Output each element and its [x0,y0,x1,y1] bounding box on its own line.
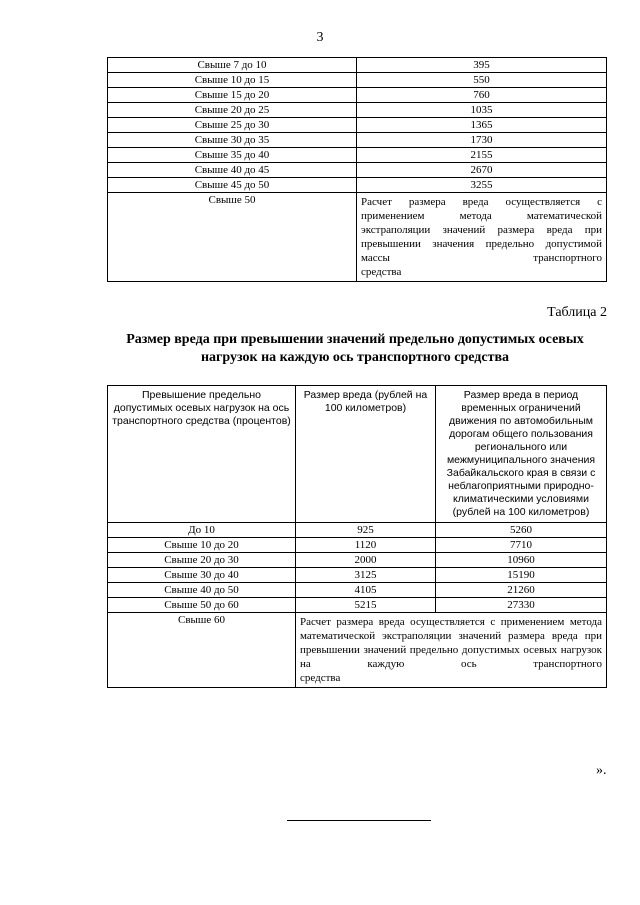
range-cell: Свыше 50 до 60 [108,598,296,613]
table-title: Размер вреда при превышении значений предельно допустимых осевых нагрузок на каждую ось транспортного средства [126,332,584,365]
page-number: 3 [316,30,324,45]
harm-cell: 4105 [296,583,436,598]
harm-cell: 3125 [296,568,436,583]
table-mass-harm [107,57,607,282]
table-caption: Таблица 2 [547,305,607,320]
range-cell: Свыше 30 до 35 [108,133,357,148]
value-cell: 1035 [357,103,607,118]
table-row [108,58,607,73]
table-row [108,148,607,163]
footer-line [287,820,431,821]
value-cell: 550 [357,73,607,88]
range-cell: Свыше 10 до 20 [108,538,296,553]
closing-quote: ». [596,763,607,778]
range-cell: Свыше 15 до 20 [108,88,357,103]
range-cell: Свыше 40 до 50 [108,583,296,598]
table-row-last [108,613,607,688]
value-cell: 1730 [357,133,607,148]
harm-restricted-cell: 7710 [436,538,607,553]
table-row [108,553,607,568]
harm-restricted-cell: 5260 [436,523,607,538]
table-row [108,568,607,583]
harm-cell: 5215 [296,598,436,613]
table-row [108,523,607,538]
harm-cell: 2000 [296,553,436,568]
table-row [108,178,607,193]
range-cell: Свыше 20 до 25 [108,103,357,118]
value-cell: 3255 [357,178,607,193]
harm-restricted-cell: 27330 [436,598,607,613]
value-cell: 760 [357,88,607,103]
extrapolation-note: Расчет размера вреда осуществляется с применением метода математической экстраполяции значений размера вреда при превышении значений предельно допустимых осевых нагрузок на каждую ось транспортного средства [296,613,607,688]
header-harm: Размер вреда (рублей на 100 километров) [296,386,436,523]
table-row [108,583,607,598]
table-row [108,538,607,553]
table-row [108,73,607,88]
header-axle-load: Превышение предельно допустимых осевых нагрузок на ось транспортного средства (процентов) [108,386,296,523]
table-row [108,163,607,178]
table-axle-harm [107,385,607,688]
range-cell: Свыше 40 до 45 [108,163,357,178]
table-row-last [108,193,607,282]
harm-restricted-cell: 21260 [436,583,607,598]
range-cell: Свыше 10 до 15 [108,73,357,88]
table-row [108,88,607,103]
harm-cell: 1120 [296,538,436,553]
harm-cell: 925 [296,523,436,538]
table-row [108,118,607,133]
table-row [108,598,607,613]
range-cell: Свыше 45 до 50 [108,178,357,193]
value-cell: 2155 [357,148,607,163]
range-cell: Свыше 50 [108,193,357,282]
table-header-row [108,386,607,523]
value-cell: 1365 [357,118,607,133]
range-cell: Свыше 7 до 10 [108,58,357,73]
value-cell: 2670 [357,163,607,178]
range-cell: Свыше 30 до 40 [108,568,296,583]
range-cell: Свыше 60 [108,613,296,688]
table-row [108,133,607,148]
range-cell: До 10 [108,523,296,538]
range-cell: Свыше 25 до 30 [108,118,357,133]
range-cell: Свыше 35 до 40 [108,148,357,163]
value-cell: 395 [357,58,607,73]
range-cell: Свыше 20 до 30 [108,553,296,568]
extrapolation-note: Расчет размера вреда осуществляется с применением метода математической экстраполяции значений размера вреда при превышении значения предельно допустимой массы транспортного средства [357,193,607,282]
harm-restricted-cell: 15190 [436,568,607,583]
harm-restricted-cell: 10960 [436,553,607,568]
header-harm-restricted: Размер вреда в период временных ограничений движения по автомобильным дорогам общего пользования регионального или межмуниципального значения Забайкальского края в связи с неблагоприятными природно-климатическими условиями (рублей на 100 километров) [436,386,607,523]
table-row [108,103,607,118]
